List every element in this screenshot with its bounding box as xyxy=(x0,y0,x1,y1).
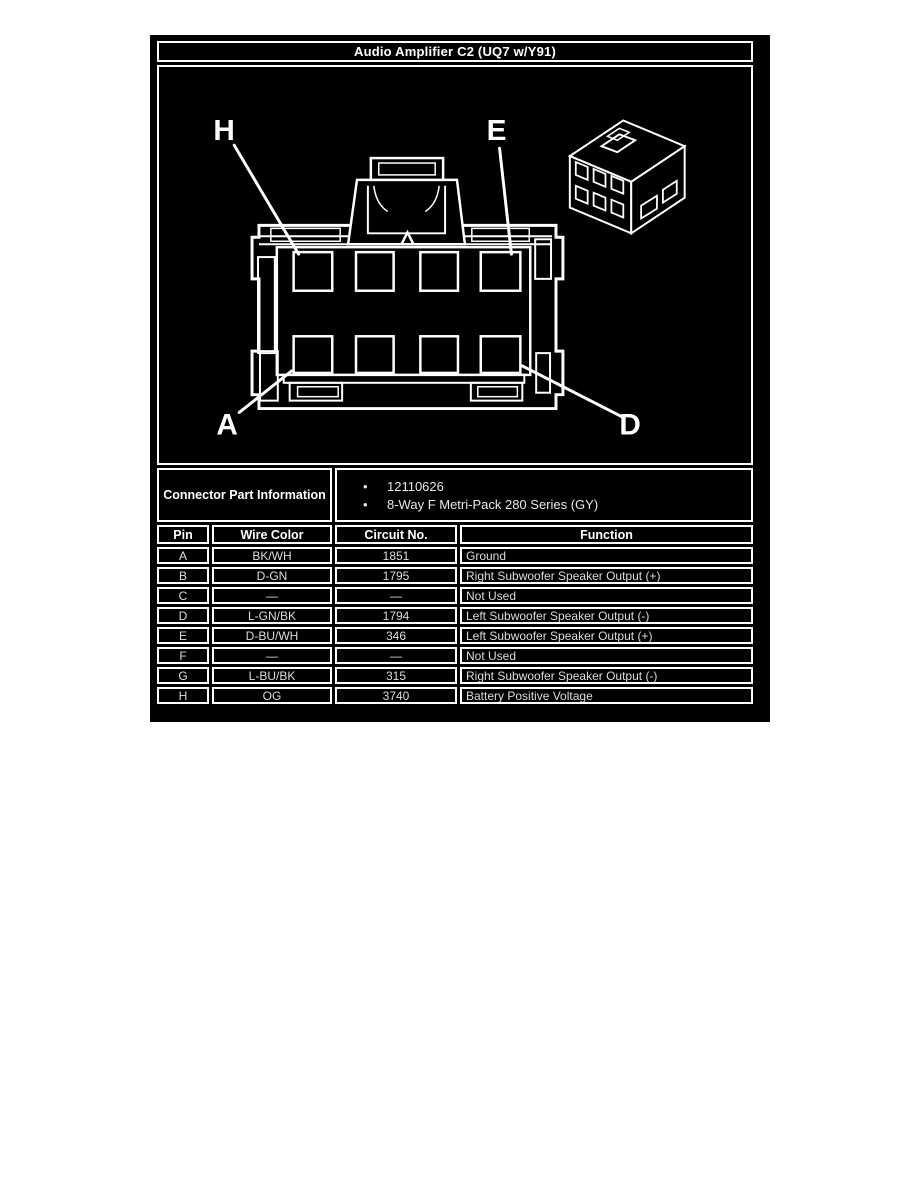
cell-wire: BK/WH xyxy=(212,547,332,564)
page-title: Audio Amplifier C2 (UQ7 w/Y91) xyxy=(354,44,556,59)
col-header-pin: Pin xyxy=(157,525,209,544)
cell-pin: A xyxy=(157,547,209,564)
connector-isometric-view xyxy=(570,120,685,233)
cell-function: Right Subwoofer Speaker Output (-) xyxy=(460,667,753,684)
cell-pin: B xyxy=(157,567,209,584)
col-header-function: Function xyxy=(460,525,753,544)
connector-diagram-svg xyxy=(159,67,751,463)
pin-label-h: H xyxy=(213,114,235,148)
cell-circuit: — xyxy=(335,647,457,664)
connector-diagram xyxy=(157,65,753,465)
cell-pin: C xyxy=(157,587,209,604)
part-info-values xyxy=(335,468,753,522)
connector-info-panel xyxy=(150,35,770,722)
part-number-line xyxy=(363,479,751,494)
col-header-circuit: Circuit No. xyxy=(335,525,457,544)
cell-function: Battery Positive Voltage xyxy=(460,687,753,704)
part-info-label: Connector Part Information xyxy=(157,468,332,522)
cell-wire: L-BU/BK xyxy=(212,667,332,684)
cell-pin: D xyxy=(157,607,209,624)
cell-function: Left Subwoofer Speaker Output (-) xyxy=(460,607,753,624)
bullet-icon: • xyxy=(363,496,368,512)
cell-wire: L-GN/BK xyxy=(212,607,332,624)
connector-part-info-row xyxy=(157,468,753,522)
cell-circuit: 346 xyxy=(335,627,457,644)
cell-circuit: 1851 xyxy=(335,547,457,564)
cell-circuit: 1794 xyxy=(335,607,457,624)
part-number: 12110626 xyxy=(387,478,444,494)
cell-function: Left Subwoofer Speaker Output (+) xyxy=(460,627,753,644)
latch-top-bar xyxy=(371,158,443,180)
bullet-icon: • xyxy=(363,478,368,494)
cell-circuit: 3740 xyxy=(335,687,457,704)
cell-wire: — xyxy=(212,587,332,604)
cell-pin: E xyxy=(157,627,209,644)
cell-pin: H xyxy=(157,687,209,704)
connector-front-view xyxy=(252,158,563,408)
cell-pin: G xyxy=(157,667,209,684)
cell-circuit: 315 xyxy=(335,667,457,684)
col-header-wire: Wire Color xyxy=(212,525,332,544)
pin-label-e: E xyxy=(486,114,507,148)
pin-label-d: D xyxy=(619,408,641,442)
cell-pin: F xyxy=(157,647,209,664)
cell-function: Ground xyxy=(460,547,753,564)
part-series-line xyxy=(363,497,751,512)
cell-circuit: 1795 xyxy=(335,567,457,584)
pinout-table xyxy=(157,525,753,704)
title-bar xyxy=(157,41,753,62)
part-series: 8-Way F Metri-Pack 280 Series (GY) xyxy=(387,496,599,512)
cell-wire: D-GN xyxy=(212,567,332,584)
cell-function: Not Used xyxy=(460,587,753,604)
cell-function: Not Used xyxy=(460,647,753,664)
cell-function: Right Subwoofer Speaker Output (+) xyxy=(460,567,753,584)
cell-circuit: — xyxy=(335,587,457,604)
pin-label-a: A xyxy=(216,408,238,442)
cell-wire: — xyxy=(212,647,332,664)
cell-wire: OG xyxy=(212,687,332,704)
cell-wire: D-BU/WH xyxy=(212,627,332,644)
